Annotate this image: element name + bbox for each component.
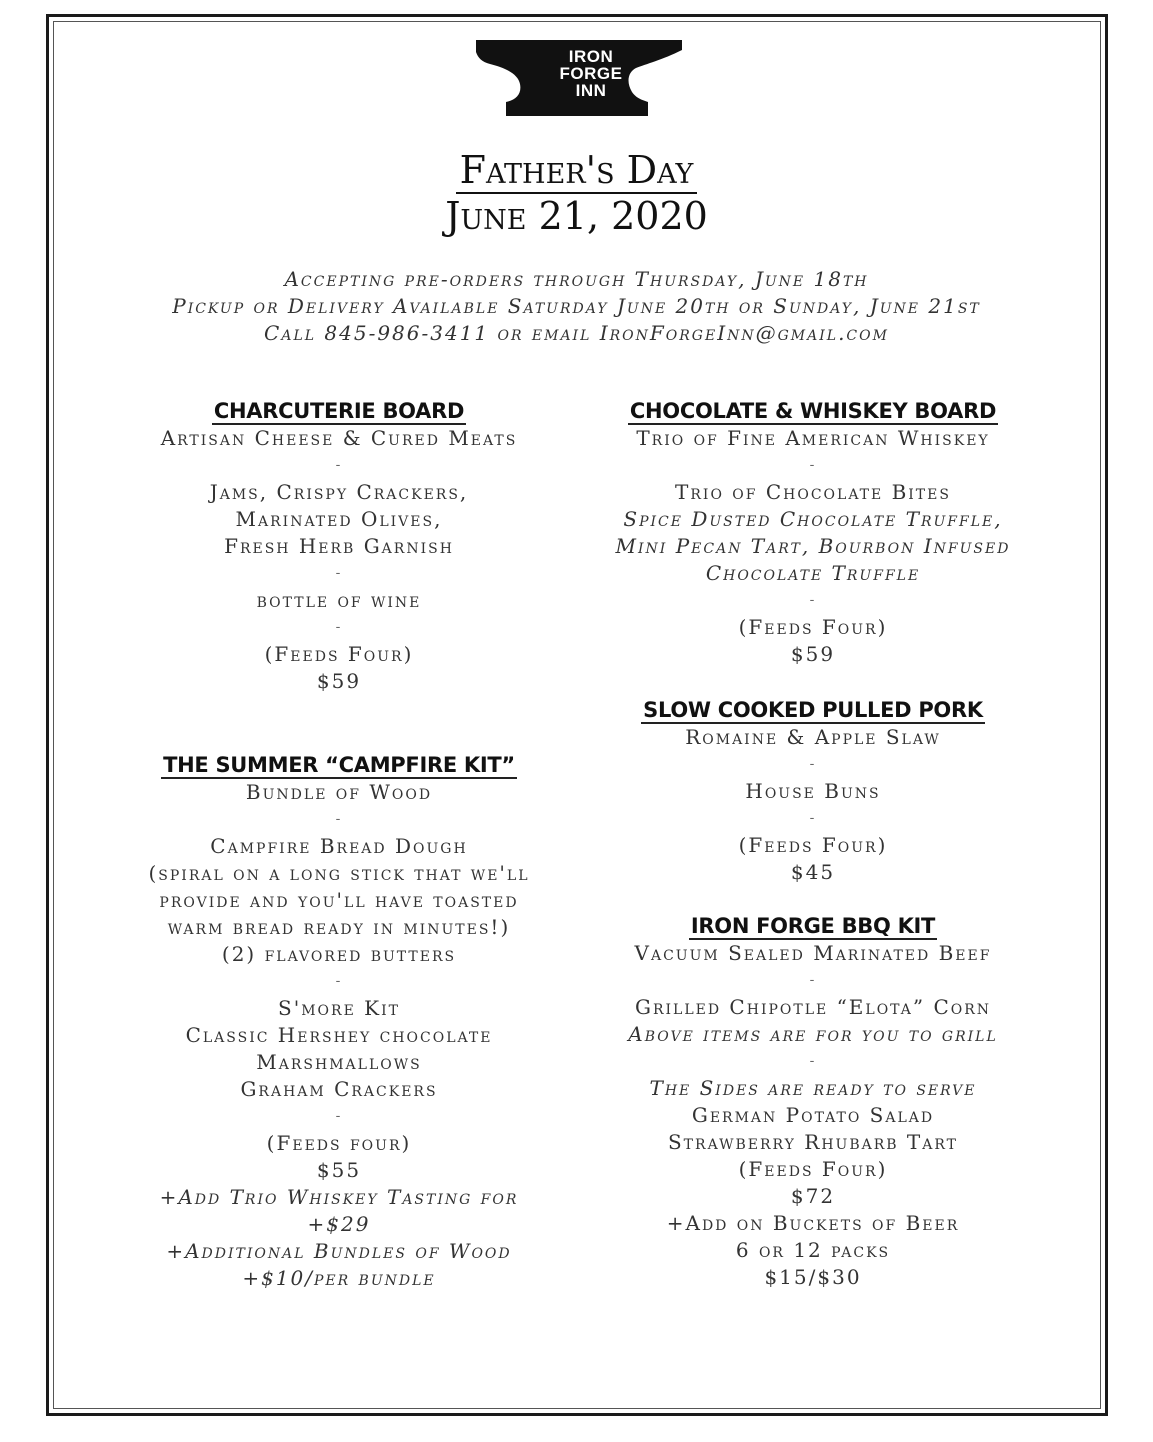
section-charcuterie-board <box>124 398 554 695</box>
item-separator: - <box>335 1108 343 1124</box>
logo-line-1: IRON <box>568 47 614 66</box>
menu-item-line: (Feeds Four) <box>738 833 888 857</box>
page-title-text: Father's Day <box>456 148 698 194</box>
item-separator: - <box>809 972 817 988</box>
section-items <box>600 724 1026 886</box>
logo-line-3: INN <box>575 81 607 100</box>
menu-item-line: 6 or 12 packs <box>735 1238 891 1262</box>
menu-item-line: Strawberry Rhubarb Tart <box>667 1130 958 1154</box>
order-info-line-3: Call 845-986-3411 or email IronForgeInn@gmail.com <box>264 321 889 345</box>
menu-item-line: S'more Kit <box>278 996 400 1020</box>
menu-item-line: Marshmallows <box>256 1050 422 1074</box>
order-info <box>0 266 1153 347</box>
section-title-text: CHOCOLATE & WHISKEY BOARD <box>629 399 997 423</box>
menu-item-line: Romaine & Apple Slaw <box>685 725 941 749</box>
section-items <box>600 940 1026 1291</box>
menu-item-line: $59 <box>316 669 362 693</box>
menu-item-line: Spice Dusted Chocolate Truffle, <box>623 507 1003 531</box>
section-title <box>600 697 1026 724</box>
section-items <box>124 425 554 695</box>
menu-item-line: Fresh Herb Garnish <box>224 534 454 558</box>
section-title <box>600 398 1026 425</box>
menu-item-line: (Feeds four) <box>266 1131 412 1155</box>
item-separator: - <box>335 619 343 635</box>
menu-item-line: +Add Trio Whiskey Tasting for <box>159 1185 519 1209</box>
item-separator: - <box>809 592 817 608</box>
menu-item-line: $59 <box>790 642 836 666</box>
menu-item-line: German Potato Salad <box>691 1103 935 1127</box>
logo-line-2: FORGE <box>559 64 623 83</box>
menu-item-line: (Feeds Four) <box>738 615 888 639</box>
menu-item-line: $15/$30 <box>764 1265 862 1289</box>
logo-text <box>476 48 682 99</box>
section-title <box>600 913 1026 940</box>
menu-item-line: warm bread ready in minutes!) <box>167 915 511 939</box>
menu-item-line: The Sides are ready to serve <box>649 1076 977 1100</box>
menu-item-line: Campfire Bread Dough <box>210 834 468 858</box>
menu-item-line: +$10/per bundle <box>242 1266 436 1290</box>
section-items <box>600 425 1026 668</box>
menu-item-line: Artisan Cheese & Cured Meats <box>160 426 518 450</box>
section-pulled-pork <box>600 697 1026 886</box>
item-separator: - <box>335 457 343 473</box>
menu-item-line: Vacuum Sealed Marinated Beef <box>634 941 992 965</box>
menu-item-line: +Additional Bundles of Wood <box>166 1239 512 1263</box>
event-date: June 21, 2020 <box>445 194 708 238</box>
item-separator: - <box>809 1053 817 1069</box>
menu-item-line: House Buns <box>745 779 881 803</box>
menu-item-line: bottle of wine <box>256 588 422 612</box>
menu-item-line: Trio of Fine American Whiskey <box>636 426 990 450</box>
menu-item-line: Grilled Chipotle “Elota” Corn <box>634 995 992 1019</box>
section-bbq-kit <box>600 913 1026 1291</box>
page-title <box>0 148 1153 192</box>
menu-item-line: Classic Hershey chocolate <box>185 1023 493 1047</box>
menu-item-line: $45 <box>790 860 836 884</box>
menu-item-line: Jams, Crispy Crackers, <box>209 480 469 504</box>
menu-item-line: Trio of Chocolate Bites <box>675 480 951 504</box>
menu-item-line: Graham Crackers <box>240 1077 438 1101</box>
section-title <box>124 398 554 425</box>
menu-item-line: (Feeds Four) <box>738 1157 888 1181</box>
menu-item-line: Marinated Olives, <box>235 507 443 531</box>
item-separator: - <box>335 565 343 581</box>
section-chocolate-whiskey-board <box>600 398 1026 668</box>
item-separator: - <box>809 457 817 473</box>
menu-item-line: (Feeds Four) <box>264 642 414 666</box>
section-campfire-kit <box>124 752 554 1292</box>
menu-item-line: Mini Pecan Tart, Bourbon Infused <box>615 534 1011 558</box>
menu-item-line: +$29 <box>307 1212 371 1236</box>
menu-item-line: Above items are for you to grill <box>628 1022 998 1046</box>
item-separator: - <box>335 973 343 989</box>
menu-item-line: $72 <box>790 1184 836 1208</box>
menu-item-line: Bundle of Wood <box>245 780 433 804</box>
order-info-line-2: Pickup or Delivery Available Saturday June 20th or Sunday, June 21st <box>172 294 981 318</box>
menu-item-line: $55 <box>316 1158 362 1182</box>
section-title-text: SLOW COOKED PULLED PORK <box>643 698 983 722</box>
menu-item-line: (spiral on a long stick that we'll <box>148 861 530 885</box>
item-separator: - <box>335 811 343 827</box>
menu-item-line: Chocolate Truffle <box>705 561 921 585</box>
section-title <box>124 752 554 779</box>
menu-item-line: provide and you'll have toasted <box>159 888 519 912</box>
menu-item-line: (2) flavored butters <box>221 942 457 966</box>
order-info-line-1: Accepting pre-orders through Thursday, June 18th <box>284 267 869 291</box>
menu-item-line: +Add on Buckets of Beer <box>666 1211 960 1235</box>
section-title-text: IRON FORGE BBQ KIT <box>690 914 936 938</box>
section-title-text: CHARCUTERIE BOARD <box>213 399 465 423</box>
item-separator: - <box>809 810 817 826</box>
item-separator: - <box>809 756 817 772</box>
section-items <box>124 779 554 1292</box>
section-title-text: THE SUMMER “CAMPFIRE KIT” <box>163 753 515 777</box>
